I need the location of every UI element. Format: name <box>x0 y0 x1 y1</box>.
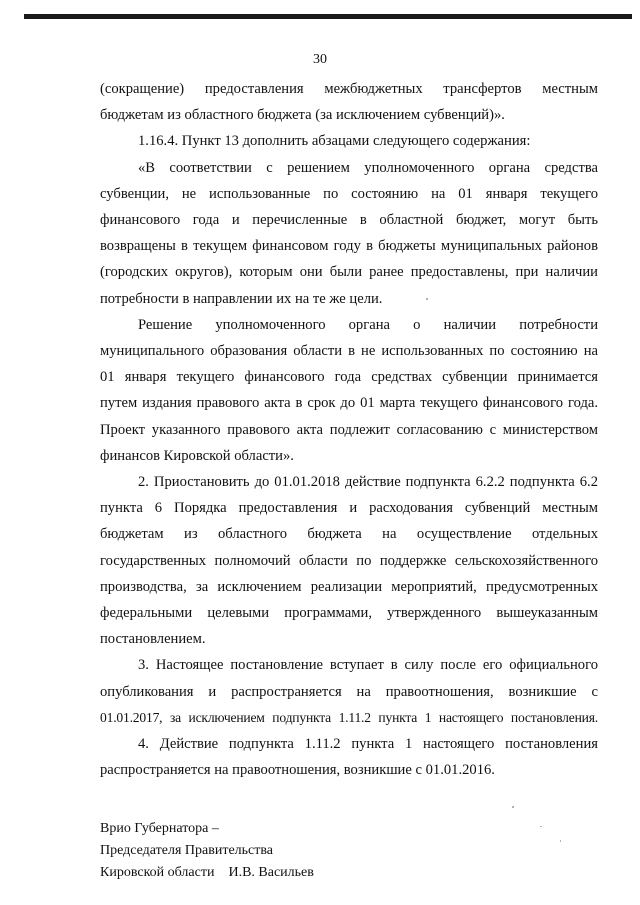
body-line: 3. Настоящее постановление вступает в силу после его официального <box>138 657 598 674</box>
body-line: постановлением. <box>100 631 206 648</box>
body-line: финансов Кировской области». <box>100 447 294 464</box>
document-body <box>100 76 598 783</box>
signature-position: Председателя Правительства <box>100 843 274 858</box>
body-line: «В соответствии с решением уполномоченного органа средства <box>138 159 598 176</box>
scan-speck <box>560 840 561 842</box>
body-line: 2. Приостановить до 01.01.2018 действие подпункта 6.2.2 подпункта 6.2 <box>138 474 598 491</box>
body-line: финансового года и перечисленные в областной бюджет, могут быть <box>100 212 598 229</box>
body-line: 01.01.2017, за исключением подпункта 1.11.2 пункта 1 настоящего постановления. <box>100 709 598 725</box>
body-line: Проект указанного правового акта подлежит согласованию с министерством <box>100 421 598 438</box>
body-line: возвращены в текущем финансовом году в бюджеты муниципальных районов <box>100 238 598 255</box>
page-number: 30 <box>313 52 327 67</box>
signature-name: Кировской области И.В. Васильев <box>100 865 314 880</box>
body-line: (сокращение) предоставления межбюджетных трансфертов местным <box>100 81 598 97</box>
body-line: пункта 6 Порядка предоставления и расходования субвенций местным <box>100 500 598 517</box>
body-line: федеральными целевыми программами, утвержденного вышеуказанным <box>100 605 598 622</box>
signature-title: Врио Губернатора – <box>100 821 219 836</box>
body-line: распространяется на правоотношения, возникшие с 01.01.2016. <box>100 762 495 779</box>
body-line: путем издания правового акта в срок до 01 марта текущего финансового года. <box>100 395 598 412</box>
scan-speck <box>426 298 428 300</box>
body-line: производства, за исключением реализации мероприятий, предусмотренных <box>100 578 598 595</box>
body-line: Решение уполномоченного органа о наличии потребности <box>138 316 598 333</box>
scan-speck <box>512 806 514 808</box>
signature-block <box>100 818 314 884</box>
body-line: (городских округов), которым они были ранее предоставлены, при наличии <box>100 264 598 281</box>
body-line: опубликования и распространяется на правоотношения, возникшие с <box>100 683 598 700</box>
body-line: 1.16.4. Пункт 13 дополнить абзацами следующего содержания: <box>138 133 531 150</box>
top-rule <box>24 14 632 19</box>
body-line: 01 января текущего финансового года средствах субвенции принимается <box>100 369 598 386</box>
body-line: муниципального образования области в не использованных по состоянию на <box>100 343 598 360</box>
scan-speck <box>540 826 542 827</box>
body-line: потребности в направлении их на те же цели. <box>100 290 383 307</box>
body-line: бюджетам из областного бюджета на осуществление отдельных <box>100 526 598 543</box>
body-line: бюджетам из областного бюджета (за исключением субвенций)». <box>100 107 505 124</box>
body-line: субвенции, не использованные по состоянию на 01 января текущего <box>100 185 598 202</box>
body-line: 4. Действие подпункта 1.11.2 пункта 1 настоящего постановления <box>138 736 598 753</box>
body-line: государственных полномочий области по поддержке сельскохозяйственного <box>100 552 598 569</box>
